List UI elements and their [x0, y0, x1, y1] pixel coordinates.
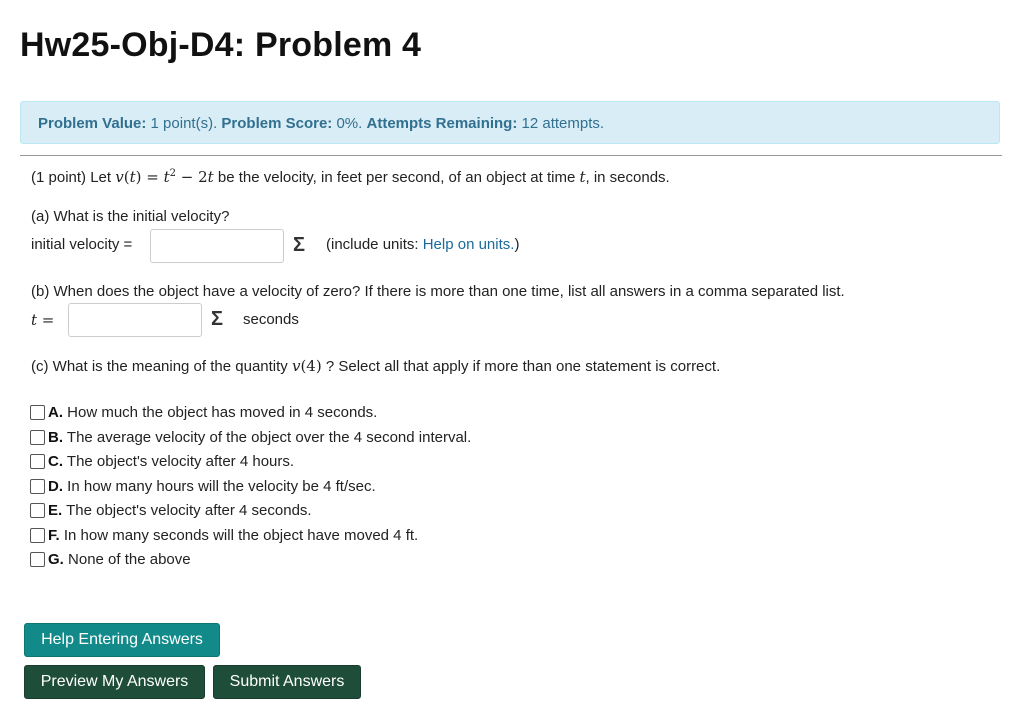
checkbox[interactable] [30, 430, 45, 445]
initial-velocity-input[interactable] [150, 229, 284, 263]
part-a-question: (a) What is the initial velocity? [31, 208, 230, 225]
option-text: The object's velocity after 4 seconds. [66, 502, 312, 519]
problem-status-alert [20, 101, 1000, 144]
part-c-question [31, 357, 720, 375]
option-text: In how many seconds will the object have moved 4 ft. [63, 527, 419, 544]
checkbox[interactable] [30, 479, 45, 494]
preview-answers-button[interactable]: Preview My Answers [24, 665, 205, 699]
problem-score-label: Problem Score: [221, 115, 333, 132]
problem-score: 0%. [336, 115, 363, 132]
sigma-icon[interactable]: Σ [292, 234, 305, 256]
option-text: The average velocity of the object over the 4 second interval. [66, 429, 472, 446]
option-letter: A. [48, 404, 63, 421]
checkbox[interactable] [30, 552, 45, 567]
option-text: The object's velocity after 4 hours. [66, 453, 295, 470]
option-a[interactable] [30, 404, 377, 421]
t-equals-label: t = [31, 311, 55, 329]
part-b-question: (b) When does the object have a velocity of zero? If there is more than one time, list all answers in a comma separated list. [31, 283, 845, 300]
option-text: In how many hours will the velocity be 4 ft/sec. [67, 478, 376, 495]
option-letter: D. [48, 478, 63, 495]
problem-value: 1 point(s). [150, 115, 218, 132]
option-c[interactable] [30, 453, 294, 470]
help-entering-answers-button[interactable]: Help Entering Answers [24, 623, 220, 657]
intro-suffix: , in seconds. [585, 169, 670, 186]
help-on-units-link[interactable]: Help on units. [422, 236, 515, 253]
initial-velocity-label: initial velocity = [31, 236, 133, 253]
option-g[interactable] [30, 551, 191, 568]
option-f[interactable] [30, 527, 418, 544]
problem-intro [31, 168, 670, 186]
problem-value-label: Problem Value: [38, 115, 147, 132]
part-c-suffix: ? Select all that apply if more than one statement is correct. [321, 358, 721, 375]
units-hint-suffix: ) [514, 236, 520, 253]
intro-middle: be the velocity, in feet per second, of an object at time [213, 169, 580, 186]
option-text: How much the object has moved in 4 seconds. [67, 404, 378, 421]
intro-prefix: (1 point) Let [31, 169, 116, 186]
option-letter: E. [48, 502, 63, 519]
sigma-icon[interactable]: Σ [210, 308, 223, 330]
option-b[interactable] [30, 429, 471, 446]
option-letter: G. [48, 551, 64, 568]
submit-answers-button[interactable]: Submit Answers [213, 665, 361, 699]
checkbox[interactable] [30, 503, 45, 518]
time-variable: t [579, 168, 586, 186]
option-text: None of the above [68, 551, 191, 568]
checkbox[interactable] [30, 405, 45, 420]
units-hint [326, 236, 519, 253]
zero-velocity-times-input[interactable] [68, 303, 202, 337]
seconds-units: seconds [243, 311, 299, 328]
option-d[interactable] [30, 478, 376, 495]
velocity-formula: $v(t) = t^2 - 2t$ [115, 168, 214, 186]
checkbox[interactable] [30, 454, 45, 469]
divider [20, 155, 1002, 156]
option-e[interactable] [30, 502, 312, 519]
units-hint-prefix: (include units: [326, 236, 423, 253]
option-letter: F. [48, 527, 60, 544]
attempts-remaining: 12 attempts. [521, 115, 605, 132]
page-title: Hw25-Obj-D4: Problem 4 [20, 26, 422, 64]
checkbox[interactable] [30, 528, 45, 543]
option-letter: C. [48, 453, 63, 470]
attempts-remaining-label: Attempts Remaining: [366, 115, 518, 132]
option-letter: B. [48, 429, 63, 446]
v-of-4: v(4) [291, 357, 322, 375]
part-c-prefix: (c) What is the meaning of the quantity [31, 358, 292, 375]
